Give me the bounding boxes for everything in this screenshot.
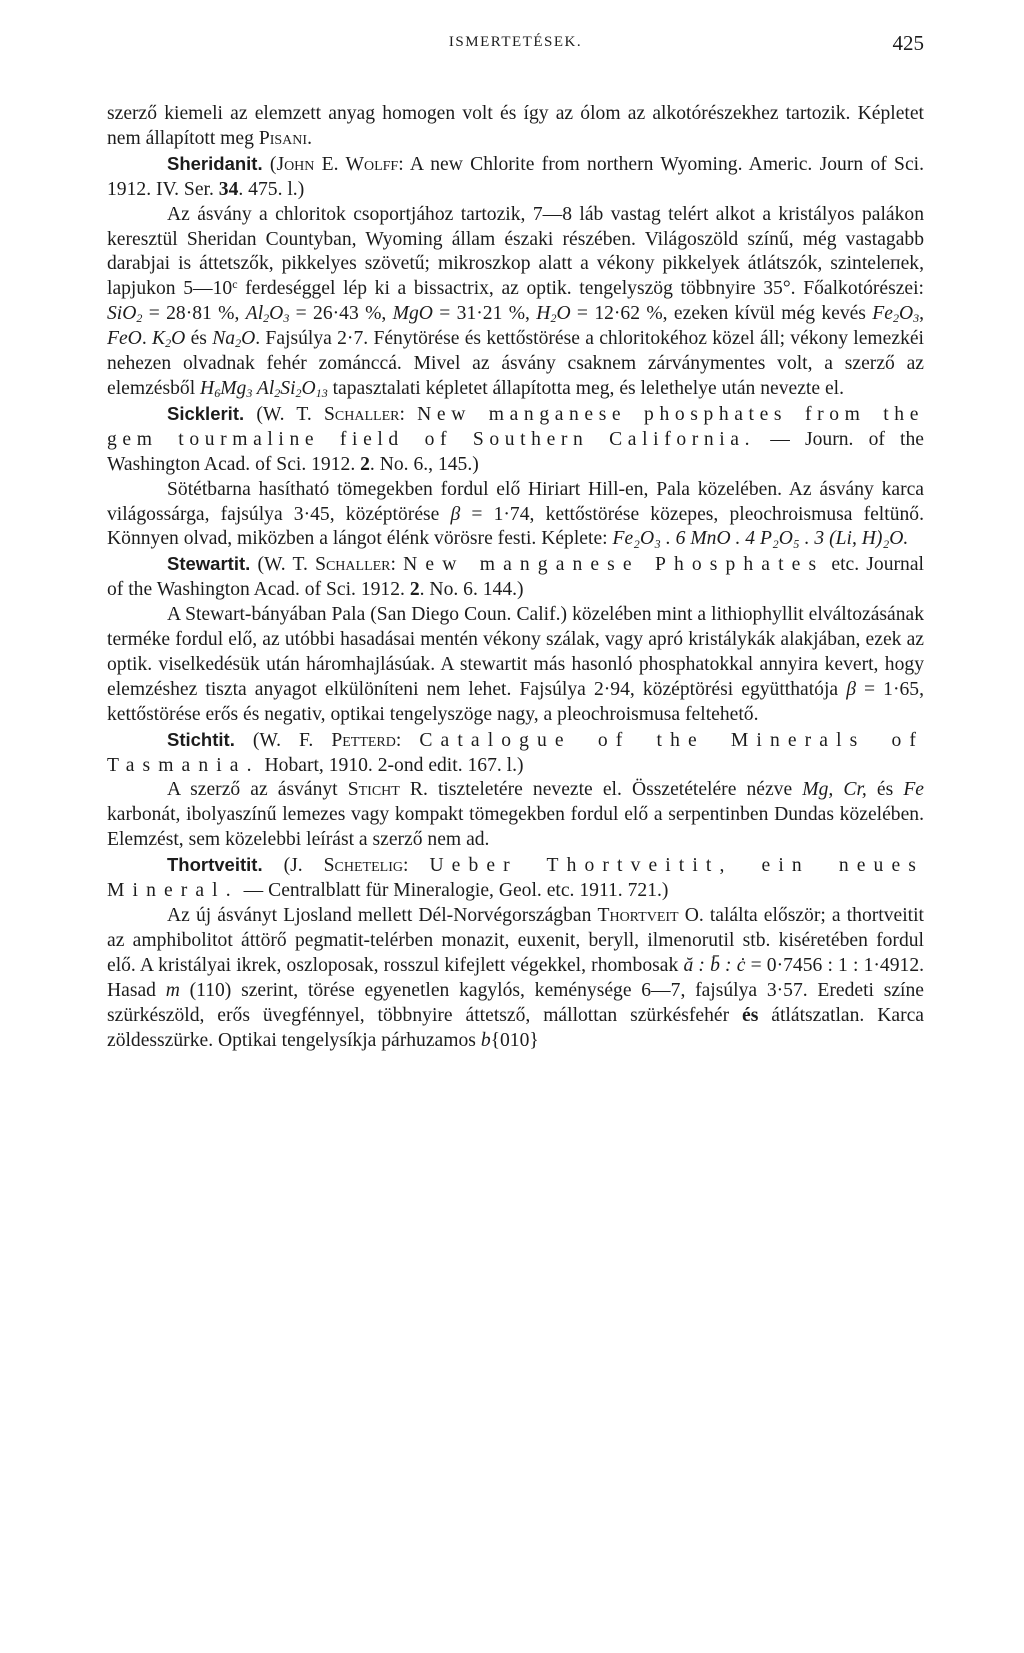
body-text-part: = 1·65, kettőstörése erős és negativ, optikai tengelyszöge nagy, a pleochroismusa feltehető. <box>107 678 924 725</box>
beta-symbol: β <box>846 678 856 700</box>
reference-volume: 2 <box>360 453 370 475</box>
reference-title: New manganese phosphates from the gem tourmaline field of Southern California. <box>107 403 924 450</box>
body-text-part: (110) szerint, törése egyenetlen kagylós, keménysége 6—7, fajsúlya 3·57. Eredeti színe szürkészöld, erős üvegfénnyel, többnyire áttetsző, mállottan szürkésfehér <box>107 979 924 1026</box>
intro-end: . <box>307 127 312 149</box>
formula-empirical: $H_6Mg_3$ $Al_2Si_2O_{13}$ <box>200 377 328 400</box>
ref-open: (J. <box>283 855 303 877</box>
formula-text: SiO <box>107 303 137 325</box>
formula-al2o3: $Al_2O_3$ <box>245 303 290 326</box>
entry-sheridanit-heading <box>107 152 924 203</box>
entry-thortveitit-body <box>107 904 924 1053</box>
degree-mark: c <box>232 277 238 292</box>
formula-h2o: $H_2O$ <box>536 303 571 326</box>
reference-title: A new Chlorite from northern Wyoming. Americ. Journ of Sci. 1912. IV. Ser. <box>107 153 924 200</box>
entry-stewartit-body <box>107 603 924 728</box>
formula-text: H <box>200 377 215 399</box>
formula-sio2: SiO$_2$ <box>107 303 143 326</box>
beta-symbol: β <box>450 503 461 525</box>
formula-text: K <box>152 328 166 350</box>
author-schetelig: Schetelig <box>323 855 403 877</box>
body-text-part: átlátszatlan. Karca zöldesszürke. Optikai tengelysíkja párhuzamos <box>107 1004 924 1051</box>
body-text-part: tapasztalati képletet állapította meg, és lelethelye után nevezte el. <box>327 377 844 399</box>
reference-source: etc. Journal of the Washington Acad. of Sci. 1912. <box>107 554 924 601</box>
reference-pages: . No. 6. 144.) <box>419 579 524 601</box>
formula-text: Mg <box>220 377 247 399</box>
axis-symbol: b <box>480 1029 491 1051</box>
formula-text: Al <box>245 303 264 325</box>
axial-ratio-value: = 0·7456 : 1 : 1·4912. <box>745 954 925 976</box>
entry-name-stewartit: Stewartit. <box>167 553 251 575</box>
value-text: = 28·81 %, <box>142 303 240 325</box>
entry-sicklerit-body <box>107 478 924 553</box>
ref-colon: : <box>402 855 409 877</box>
reference-volume: 2 <box>409 579 420 601</box>
ref-open: (W. T. <box>256 403 312 425</box>
author-wolff: John E. Wolff <box>276 153 399 175</box>
person-thortveit: Thortveit <box>597 905 679 926</box>
entry-name-sicklerit: Sicklerit. <box>167 402 245 424</box>
author-schaller: Schaller <box>315 554 391 576</box>
body-text-part: Hasad <box>107 979 156 1001</box>
chemical-formula: Fe₂O₃ . 6 MnO . 4 P₂O₅ . 3 (Li, H)₂O. <box>612 528 909 550</box>
reference-source: — Journ. of the Washington Acad. of Sci. 1912. <box>107 428 924 475</box>
formula-text: H <box>536 303 551 325</box>
body-text-part: Az új ásványt Ljosland mellett Dél-Norvégországban <box>167 905 592 926</box>
body-text-part: ezeken kívül még kevés <box>667 303 866 325</box>
body-text-part: A Stewart-bányában Pala (San Diego Coun. Calif.) közelében mint a lithiophyllit elváltozásának terméke fordul elő, az utóbbi hasadásai mentén vékony szálak, vagy apró kristálykák alakjában, ezek az optik. viselkedésük után háromhajlásúak. A stewartit más hasonló phosphatokkal annyira kevert, hogy elemzéshez tiszta anyagot elkülöníteni nem lehet. Fajsúlya 2·94, középtörési együtthatója <box>107 604 924 700</box>
reference-volume: 34 <box>218 178 239 200</box>
body-text-part: és <box>742 1004 759 1026</box>
reference-title: Catalogue of the Minerals of Tasmania. <box>107 729 925 776</box>
formula-mgo: MgO <box>392 303 433 325</box>
entry-name-stichtit: Stichtit. <box>167 728 235 750</box>
person-sticht: Sticht <box>347 779 400 801</box>
body-text <box>107 102 924 1053</box>
body-text-part: karbonát, ibolyaszínű lemezes vagy kompakt tömegekben fordul elő a serpentinben Dundas közelében. Elemzést, sem közelebbi leírást a szerző nem ad. <box>107 804 924 851</box>
value-text: = 12·62 %, <box>570 303 668 325</box>
body-text-part: és <box>866 779 894 801</box>
reference-source: — Centralblatt für Mineralogie, Geol. etc. 1911. 721.) <box>243 880 669 902</box>
ref-colon: : <box>398 153 404 175</box>
value-text: = 26·43 %, <box>289 303 387 325</box>
crystal-face: {010} <box>490 1029 539 1051</box>
body-text-part: R. tiszteletére nevezte el. Összetételére nézve <box>399 779 793 801</box>
page-header <box>107 28 924 68</box>
ref-colon: : <box>390 554 396 576</box>
formula-na2o: $Na_2O$ <box>212 328 256 351</box>
element-symbol: Fe <box>903 779 924 801</box>
entry-name-sheridanit: Sheridanit. <box>167 152 263 174</box>
entry-stichtit-body <box>107 778 924 853</box>
entry-sicklerit-heading <box>107 402 924 478</box>
intro-paragraph <box>107 102 924 152</box>
element-symbols: Mg, Cr, <box>802 779 867 801</box>
page-number: 425 <box>892 31 924 55</box>
author-schaller: Schaller <box>324 403 400 425</box>
entry-stewartit-heading <box>107 552 924 603</box>
running-head: ISMERTETÉSEK. <box>448 34 583 50</box>
axial-ratio-symbols: ă : b̄ : ċ <box>683 954 746 976</box>
ref-open: (W. F. <box>252 729 314 751</box>
body-text-part: ferdeséggel lép ki a bissactrix, az optik. tengelyszög többnyire 35°. Főalkotórészei: <box>237 278 924 300</box>
reference-title: Ueber Thortveitit, ein neues Mineral. <box>107 855 924 902</box>
body-text-part: . Fajsúlya 2·7. Fénytörése és kettőstörése a chloritokéhoz közel áll; vékony lemezkéi nehezen olvadnak fehér zománccá. Mivel az ásvány csaknem zárványmentes volt, a szerző az elemzésből <box>107 328 925 399</box>
body-text-part: A szerző az ásványt <box>167 779 338 801</box>
reference-title: New manganese Phosphates <box>403 554 825 576</box>
formula-text: Na <box>212 328 236 350</box>
author-petterd: Petterd <box>331 729 396 751</box>
author-pisani: Pisani <box>258 127 308 149</box>
ref-colon: : <box>395 729 402 751</box>
body-text-part: O. találta először; a thortveitit az amphibolitot áttörő pegmatit-telérben monazit, euxenit, beryll, ilmenorutil stb. kiséretében fordul elő. A kristályai ikrek, oszloposak, rosszul kifejlett végekkel, rhombosak <box>107 905 924 976</box>
formula-fe2o3: $Fe_2O_3$ <box>872 303 920 326</box>
entry-name-thortveitit: Thortveitit. <box>167 854 263 876</box>
ref-colon: : <box>399 403 405 425</box>
face-symbol: m <box>165 979 180 1001</box>
formula-text: Fe <box>872 303 893 325</box>
body-text-part: = 1·74, kettőstörése közepes, pleochroismusa feltünő. Könnyen olvad, miközben a lángot élénk vörösre festi. Képlete: <box>107 503 924 550</box>
body-text-part: Az ásvány a chloritok csoportjához tartozik, 7—8 láb vastag telért alkot a kristályos palákon keresztül Sheridan Countyban, Wyoming állam északi részében. Világoszöld színű, még vastagabb darabjai is áttetszők, pikkelyes szövetű; mikroszkop alatt a vékony pikkelyek átlátszók, szinteleпek, lapjukon 5—10 <box>107 203 924 300</box>
reference-pages: . No. 6., 145.) <box>369 453 479 475</box>
value-text: = 31·21 %, <box>432 303 530 325</box>
reference-pages: . 475. l.) <box>238 178 305 200</box>
entry-sheridanit-body: Az ásvány a chloritok csoportjához tartozik, 7—8 láb vastag telért alkot a kristályos palákon keresztül Sheridan Countyban, Wyoming állam északi részében. Világoszöld színű, még vastagabb darabjai is áttetszők, pikkelyes szövetű; mikroszkop alatt a vékony pikkelyek átlátszók, szinteleпek, lapjukon 5—10$^c$ ferdeséggel lép ki a bissactrix, az optik. tengelyszög többnyire 35°. Főalkotórészei: SiO$_2$ = 28·81 %, $Al_2O_3 = 26\cdot 43$ %, MgO = 31·21 %, $H_2O = 12\cdot 62$ %, ezeken kívül még kevés $Fe_2O_3$, FeO. $K_2O$ és $Na_2O$. Fajsúlya 2·7. Fénytörése és kettőstörése a chloritokéhoz közel áll; vékony lemezkéi nehezen olvadnak fehér zománccá. Mivel az ásvány csaknem zárványmentes volt, a szerző az elemzésből $H_6Mg_3$ $Al_2Si_2O_{13}$ tapasztalati képletet állapította meg, és lelethelye után nevezte el. <box>107 203 925 400</box>
ref-open: (W. T. <box>257 554 308 576</box>
body-text-part: Sötétbarna hasítható tömegekben fordul elő Hiriart Hill-en, Pala közelében. Az ásvány karca világossárga, fajsúlya 3·45, középtörése <box>107 478 924 525</box>
ref-open: ( <box>269 153 277 175</box>
reference-source: Hobart, 1910. 2-ond edit. 167. l.) <box>264 754 524 776</box>
entry-thortveitit-heading <box>107 853 924 904</box>
formula-feo: FeO <box>107 328 142 350</box>
formula-k2o: $K_2O$ <box>152 328 186 351</box>
intro-text: szerző kiemeli az elemzett anyag homogen volt és így az ólom az alkotórészekhez tartozik. Képletet nem állapított meg <box>107 103 924 149</box>
entry-stichtit-heading <box>107 728 924 779</box>
